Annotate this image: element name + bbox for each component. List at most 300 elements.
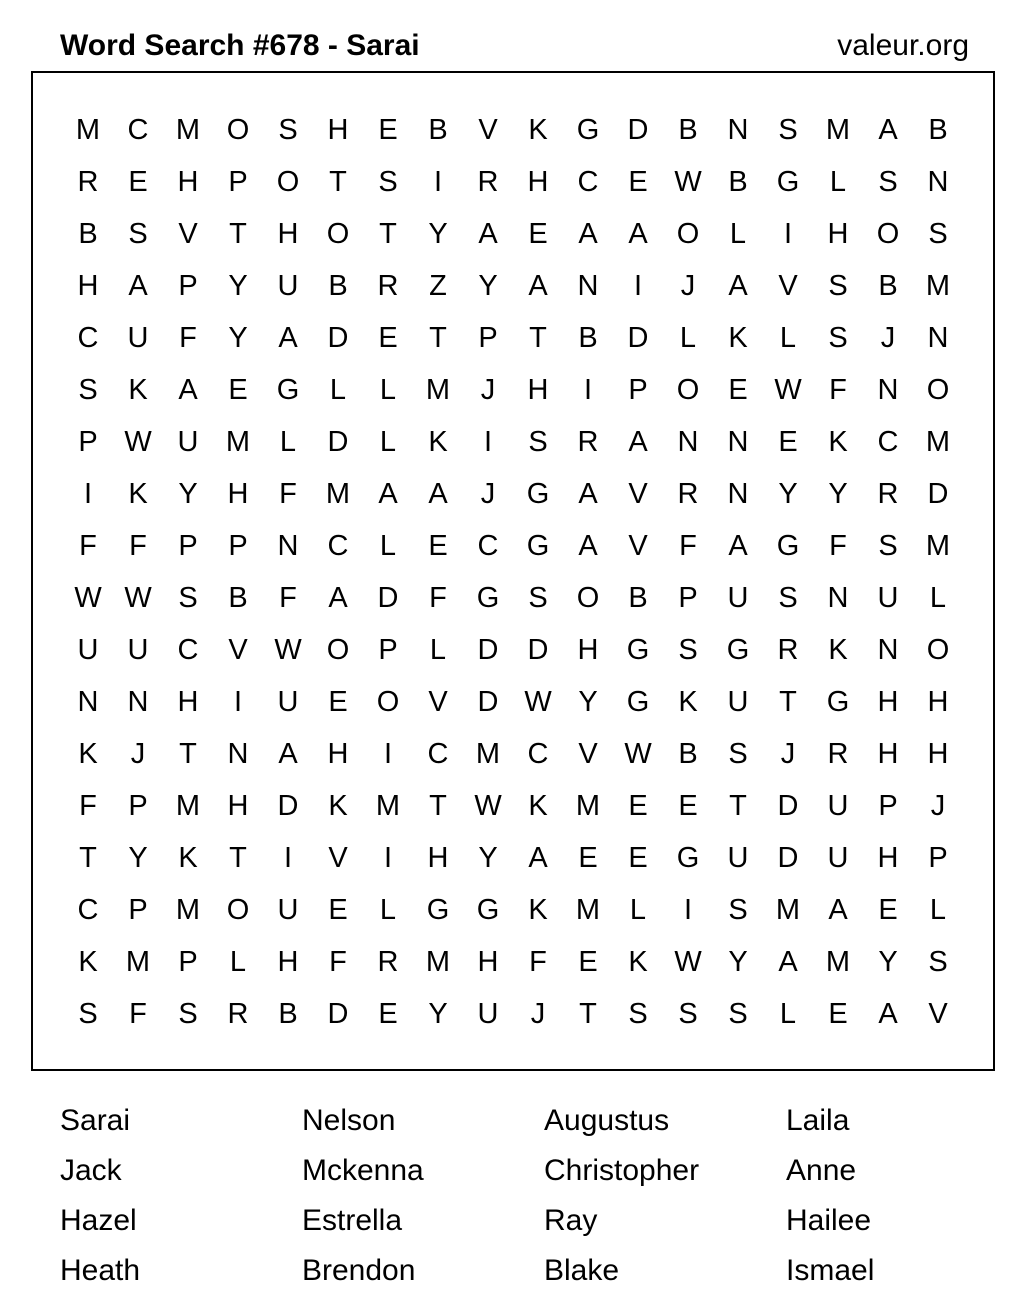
grid-letter: F	[129, 998, 147, 1030]
grid-letter: K	[78, 738, 98, 770]
grid-letter: S	[878, 530, 898, 562]
grid-letter: P	[878, 790, 898, 822]
grid-letter: E	[728, 374, 748, 406]
grid-letter: M	[125, 946, 151, 978]
grid-letter: Y	[878, 946, 898, 978]
grid-letter: C	[527, 738, 549, 770]
grid-letter: U	[727, 582, 749, 614]
grid-letter: U	[827, 790, 849, 822]
grid-letter: W	[474, 790, 502, 822]
grid-letter: Y	[128, 842, 148, 874]
grid-letter: G	[276, 374, 300, 406]
grid-letter: I	[633, 270, 643, 302]
grid-letter: R	[77, 166, 99, 198]
grid-letter: A	[328, 582, 348, 614]
grid-letter: H	[927, 686, 949, 718]
grid-letter: E	[878, 894, 898, 926]
grid-letter: W	[674, 166, 702, 198]
grid-letter: M	[575, 894, 601, 926]
grid-letter: O	[326, 634, 350, 666]
grid-letter: N	[727, 426, 749, 458]
grid-letter: S	[78, 374, 98, 406]
grid-letter: P	[228, 166, 248, 198]
grid-letter: O	[276, 166, 300, 198]
grid-letter: U	[827, 842, 849, 874]
word-list-item: Blake	[544, 1254, 620, 1287]
grid-letter: S	[728, 738, 748, 770]
grid-letter: A	[578, 218, 598, 250]
grid-letter: G	[826, 686, 850, 718]
grid-letter: L	[279, 426, 297, 458]
grid-letter: B	[878, 270, 898, 302]
grid-letter: F	[429, 582, 447, 614]
grid-letter: L	[629, 894, 647, 926]
grid-letter: S	[278, 114, 298, 146]
grid-letter: M	[425, 946, 451, 978]
grid-letter: W	[624, 738, 652, 770]
word-list-item: Sarai	[60, 1104, 131, 1137]
grid-letter: U	[127, 634, 149, 666]
grid-letter: F	[829, 530, 847, 562]
grid-letter: R	[377, 270, 399, 302]
grid-letter: D	[777, 790, 799, 822]
grid-letter: D	[627, 322, 649, 354]
grid-letter: T	[579, 998, 597, 1030]
grid-letter: R	[677, 478, 699, 510]
grid-letter: Y	[178, 478, 198, 510]
grid-letter: U	[277, 894, 299, 926]
word-list-item: Ray	[544, 1204, 598, 1237]
grid-letter: G	[626, 634, 650, 666]
grid-letter: N	[927, 322, 949, 354]
grid-letter: U	[877, 582, 899, 614]
grid-letter: H	[227, 790, 249, 822]
grid-letter: I	[383, 842, 393, 874]
grid-letter: O	[676, 374, 700, 406]
grid-letter: H	[527, 166, 549, 198]
grid-letter: N	[827, 582, 849, 614]
grid-letter: S	[78, 998, 98, 1030]
grid-letter: J	[530, 998, 546, 1030]
grid-letter: U	[277, 686, 299, 718]
grid-letter: R	[777, 634, 799, 666]
grid-letter: S	[528, 582, 548, 614]
grid-letter: T	[379, 218, 397, 250]
word-list-item: Anne	[786, 1154, 857, 1187]
grid-letter: P	[128, 790, 148, 822]
grid-letter: I	[283, 842, 293, 874]
grid-letter: S	[678, 634, 698, 666]
grid-letter: H	[227, 478, 249, 510]
grid-letter: A	[278, 322, 298, 354]
grid-letter: H	[877, 842, 899, 874]
grid-letter: G	[426, 894, 450, 926]
grid-letter: N	[727, 114, 749, 146]
grid-letter: N	[77, 686, 99, 718]
grid-letter: D	[777, 842, 799, 874]
grid-letter: T	[229, 842, 247, 874]
grid-letter: P	[178, 270, 198, 302]
grid-letter: E	[378, 114, 398, 146]
grid-letter: G	[776, 166, 800, 198]
grid-letter: B	[728, 166, 748, 198]
grid-letter: N	[677, 426, 699, 458]
letter-grid	[63, 104, 963, 1040]
grid-letter: C	[77, 322, 99, 354]
grid-letter: W	[124, 426, 152, 458]
grid-letter: I	[383, 738, 393, 770]
grid-letter: F	[829, 374, 847, 406]
grid-letter: M	[375, 790, 401, 822]
grid-letter: A	[128, 270, 148, 302]
grid-letter: U	[727, 842, 749, 874]
grid-letter: L	[379, 426, 397, 458]
word-list-item: Heath	[60, 1254, 141, 1287]
word-list-item: Hailee	[786, 1204, 872, 1237]
grid-letter: A	[528, 842, 548, 874]
grid-letter: H	[877, 686, 899, 718]
grid-letter: L	[679, 322, 697, 354]
word-list-item: Laila	[786, 1104, 850, 1137]
grid-letter: E	[578, 946, 598, 978]
grid-letter: T	[329, 166, 347, 198]
grid-letter: K	[178, 842, 198, 874]
grid-letter: J	[480, 478, 496, 510]
grid-letter: Y	[728, 946, 748, 978]
grid-letter: K	[828, 426, 848, 458]
grid-letter: S	[378, 166, 398, 198]
grid-letter: E	[828, 998, 848, 1030]
grid-letter: K	[528, 114, 548, 146]
grid-letter: L	[429, 634, 447, 666]
puzzle-title: Word Search #678 - Sarai	[60, 29, 420, 62]
word-list-item: Christopher	[544, 1154, 700, 1187]
grid-letter: B	[328, 270, 348, 302]
grid-letter: E	[678, 790, 698, 822]
grid-letter: T	[429, 322, 447, 354]
grid-letter: K	[328, 790, 348, 822]
grid-letter: J	[930, 790, 946, 822]
grid-letter: B	[278, 998, 298, 1030]
grid-letter: M	[575, 790, 601, 822]
word-list-item: Ismael	[786, 1254, 875, 1287]
grid-letter: S	[178, 582, 198, 614]
grid-letter: B	[428, 114, 448, 146]
grid-letter: L	[779, 998, 797, 1030]
grid-letter: E	[778, 426, 798, 458]
grid-letter: L	[929, 582, 947, 614]
grid-letter: B	[228, 582, 248, 614]
grid-letter: C	[577, 166, 599, 198]
grid-letter: V	[328, 842, 348, 874]
grid-letter: D	[277, 790, 299, 822]
grid-letter: H	[177, 686, 199, 718]
grid-letter: Y	[428, 998, 448, 1030]
grid-letter: S	[778, 582, 798, 614]
grid-letter: K	[528, 790, 548, 822]
grid-letter: O	[926, 634, 950, 666]
grid-letter: M	[925, 270, 951, 302]
grid-letter: P	[78, 426, 98, 458]
grid-letter: B	[78, 218, 98, 250]
grid-letter: M	[175, 114, 201, 146]
grid-letter: S	[178, 998, 198, 1030]
grid-letter: M	[75, 114, 101, 146]
grid-letter: G	[726, 634, 750, 666]
grid-letter: P	[928, 842, 948, 874]
word-list-item: Brendon	[302, 1254, 416, 1287]
grid-letter: A	[528, 270, 548, 302]
grid-letter: L	[379, 530, 397, 562]
grid-letter: B	[578, 322, 598, 354]
grid-letter: H	[277, 946, 299, 978]
grid-letter: J	[880, 322, 896, 354]
grid-letter: V	[628, 478, 648, 510]
grid-letter: M	[825, 946, 851, 978]
grid-letter: C	[877, 426, 899, 458]
grid-letter: A	[578, 478, 598, 510]
grid-letter: D	[377, 582, 399, 614]
grid-letter: I	[83, 478, 93, 510]
grid-letter: M	[475, 738, 501, 770]
grid-letter: L	[379, 374, 397, 406]
grid-letter: G	[526, 478, 550, 510]
grid-letter: F	[329, 946, 347, 978]
grid-letter: Y	[478, 842, 498, 874]
grid-letter: N	[727, 478, 749, 510]
grid-letter: M	[175, 790, 201, 822]
grid-letter: M	[925, 426, 951, 458]
grid-letter: N	[927, 166, 949, 198]
grid-letter: K	[678, 686, 698, 718]
grid-letter: D	[927, 478, 949, 510]
grid-letter: G	[676, 842, 700, 874]
grid-letter: W	[274, 634, 302, 666]
grid-letter: G	[476, 582, 500, 614]
grid-letter: N	[877, 374, 899, 406]
grid-letter: R	[477, 166, 499, 198]
grid-letter: H	[427, 842, 449, 874]
grid-letter: D	[327, 998, 349, 1030]
grid-letter: J	[480, 374, 496, 406]
grid-letter: O	[926, 374, 950, 406]
grid-letter: N	[227, 738, 249, 770]
grid-letter: R	[227, 998, 249, 1030]
grid-letter: E	[328, 894, 348, 926]
grid-letter: E	[128, 166, 148, 198]
grid-letter: S	[828, 270, 848, 302]
grid-letter: F	[79, 790, 97, 822]
grid-letter: L	[779, 322, 797, 354]
grid-letter: V	[228, 634, 248, 666]
grid-letter: Y	[228, 270, 248, 302]
grid-letter: G	[526, 530, 550, 562]
grid-letter: P	[628, 374, 648, 406]
grid-letter: V	[578, 738, 598, 770]
grid-letter: R	[827, 738, 849, 770]
grid-letter: A	[628, 426, 648, 458]
grid-letter: H	[577, 634, 599, 666]
grid-letter: S	[528, 426, 548, 458]
grid-letter: S	[928, 218, 948, 250]
grid-letter: D	[477, 686, 499, 718]
site-name: valeur.org	[837, 29, 969, 62]
grid-letter: Z	[429, 270, 447, 302]
grid-letter: D	[627, 114, 649, 146]
grid-letter: D	[477, 634, 499, 666]
grid-letter: S	[128, 218, 148, 250]
grid-letter: Y	[228, 322, 248, 354]
grid-letter: N	[277, 530, 299, 562]
grid-letter: R	[577, 426, 599, 458]
grid-letter: V	[778, 270, 798, 302]
grid-letter: R	[377, 946, 399, 978]
grid-letter: A	[728, 270, 748, 302]
grid-letter: J	[780, 738, 796, 770]
grid-letter: H	[277, 218, 299, 250]
grid-letter: A	[878, 114, 898, 146]
grid-letter: K	[828, 634, 848, 666]
grid-letter: F	[279, 478, 297, 510]
grid-letter: O	[226, 114, 250, 146]
grid-letter: S	[828, 322, 848, 354]
word-list-item: Nelson	[302, 1104, 396, 1137]
grid-letter: M	[925, 530, 951, 562]
grid-letter: A	[578, 530, 598, 562]
grid-letter: Y	[828, 478, 848, 510]
grid-letter: E	[428, 530, 448, 562]
grid-letter: M	[175, 894, 201, 926]
grid-letter: S	[728, 894, 748, 926]
grid-letter: O	[576, 582, 600, 614]
grid-letter: A	[378, 478, 398, 510]
grid-letter: T	[179, 738, 197, 770]
grid-letter: H	[877, 738, 899, 770]
grid-letter: P	[228, 530, 248, 562]
grid-letter: M	[225, 426, 251, 458]
grid-letter: F	[679, 530, 697, 562]
grid-letter: B	[928, 114, 948, 146]
grid-letter: H	[477, 946, 499, 978]
grid-letter: C	[127, 114, 149, 146]
grid-letter: U	[727, 686, 749, 718]
grid-letter: O	[376, 686, 400, 718]
grid-letter: M	[825, 114, 851, 146]
grid-letter: K	[428, 426, 448, 458]
grid-letter: K	[528, 894, 548, 926]
word-list-item: Estrella	[302, 1204, 403, 1237]
grid-letter: Y	[428, 218, 448, 250]
grid-letter: T	[729, 790, 747, 822]
grid-letter: S	[928, 946, 948, 978]
grid-letter: A	[728, 530, 748, 562]
grid-letter: K	[78, 946, 98, 978]
grid-letter: K	[728, 322, 748, 354]
grid-letter: A	[778, 946, 798, 978]
grid-letter: E	[378, 998, 398, 1030]
grid-letter: C	[327, 530, 349, 562]
grid-letter: M	[775, 894, 801, 926]
grid-letter: P	[478, 322, 498, 354]
grid-letter: K	[128, 374, 148, 406]
grid-letter: G	[626, 686, 650, 718]
grid-letter: W	[774, 374, 802, 406]
grid-letter: W	[74, 582, 102, 614]
grid-letter: W	[674, 946, 702, 978]
word-list	[60, 1096, 1028, 1296]
grid-letter: A	[878, 998, 898, 1030]
grid-letter: P	[378, 634, 398, 666]
grid-letter: L	[929, 894, 947, 926]
grid-letter: V	[178, 218, 198, 250]
grid-letter: E	[628, 166, 648, 198]
grid-letter: L	[729, 218, 747, 250]
grid-letter: L	[229, 946, 247, 978]
grid-letter: J	[680, 270, 696, 302]
grid-letter: A	[428, 478, 448, 510]
grid-letter: M	[425, 374, 451, 406]
grid-letter: I	[433, 166, 443, 198]
grid-letter: C	[427, 738, 449, 770]
grid-letter: U	[177, 426, 199, 458]
grid-letter: A	[178, 374, 198, 406]
grid-letter: L	[829, 166, 847, 198]
grid-letter: L	[329, 374, 347, 406]
grid-letter: H	[927, 738, 949, 770]
grid-letter: S	[678, 998, 698, 1030]
grid-letter: V	[478, 114, 498, 146]
grid-letter: V	[628, 530, 648, 562]
grid-letter: M	[325, 478, 351, 510]
grid-letter: A	[828, 894, 848, 926]
grid-letter: F	[129, 530, 147, 562]
grid-letter: S	[878, 166, 898, 198]
grid-letter: G	[776, 530, 800, 562]
grid-letter: C	[177, 634, 199, 666]
grid-letter: E	[228, 374, 248, 406]
grid-letter: S	[778, 114, 798, 146]
grid-letter: H	[527, 374, 549, 406]
grid-letter: B	[628, 582, 648, 614]
grid-letter: F	[79, 530, 97, 562]
grid-letter: I	[233, 686, 243, 718]
grid-letter: V	[428, 686, 448, 718]
grid-letter: F	[179, 322, 197, 354]
grid-letter: S	[628, 998, 648, 1030]
grid-letter: K	[628, 946, 648, 978]
grid-letter: B	[678, 114, 698, 146]
grid-letter: W	[524, 686, 552, 718]
grid-letter: D	[327, 426, 349, 458]
grid-letter: H	[327, 738, 349, 770]
grid-letter: S	[728, 998, 748, 1030]
grid-letter: V	[928, 998, 948, 1030]
grid-letter: P	[178, 530, 198, 562]
grid-letter: O	[876, 218, 900, 250]
grid-letter: T	[229, 218, 247, 250]
grid-letter: A	[628, 218, 648, 250]
word-list-item: Mckenna	[302, 1154, 424, 1187]
word-list-item: Jack	[60, 1154, 122, 1187]
grid-letter: H	[827, 218, 849, 250]
grid-letter: C	[77, 894, 99, 926]
grid-letter: G	[576, 114, 600, 146]
grid-letter: T	[529, 322, 547, 354]
grid-letter: I	[583, 374, 593, 406]
grid-letter: T	[79, 842, 97, 874]
grid-letter: I	[783, 218, 793, 250]
grid-letter: D	[327, 322, 349, 354]
